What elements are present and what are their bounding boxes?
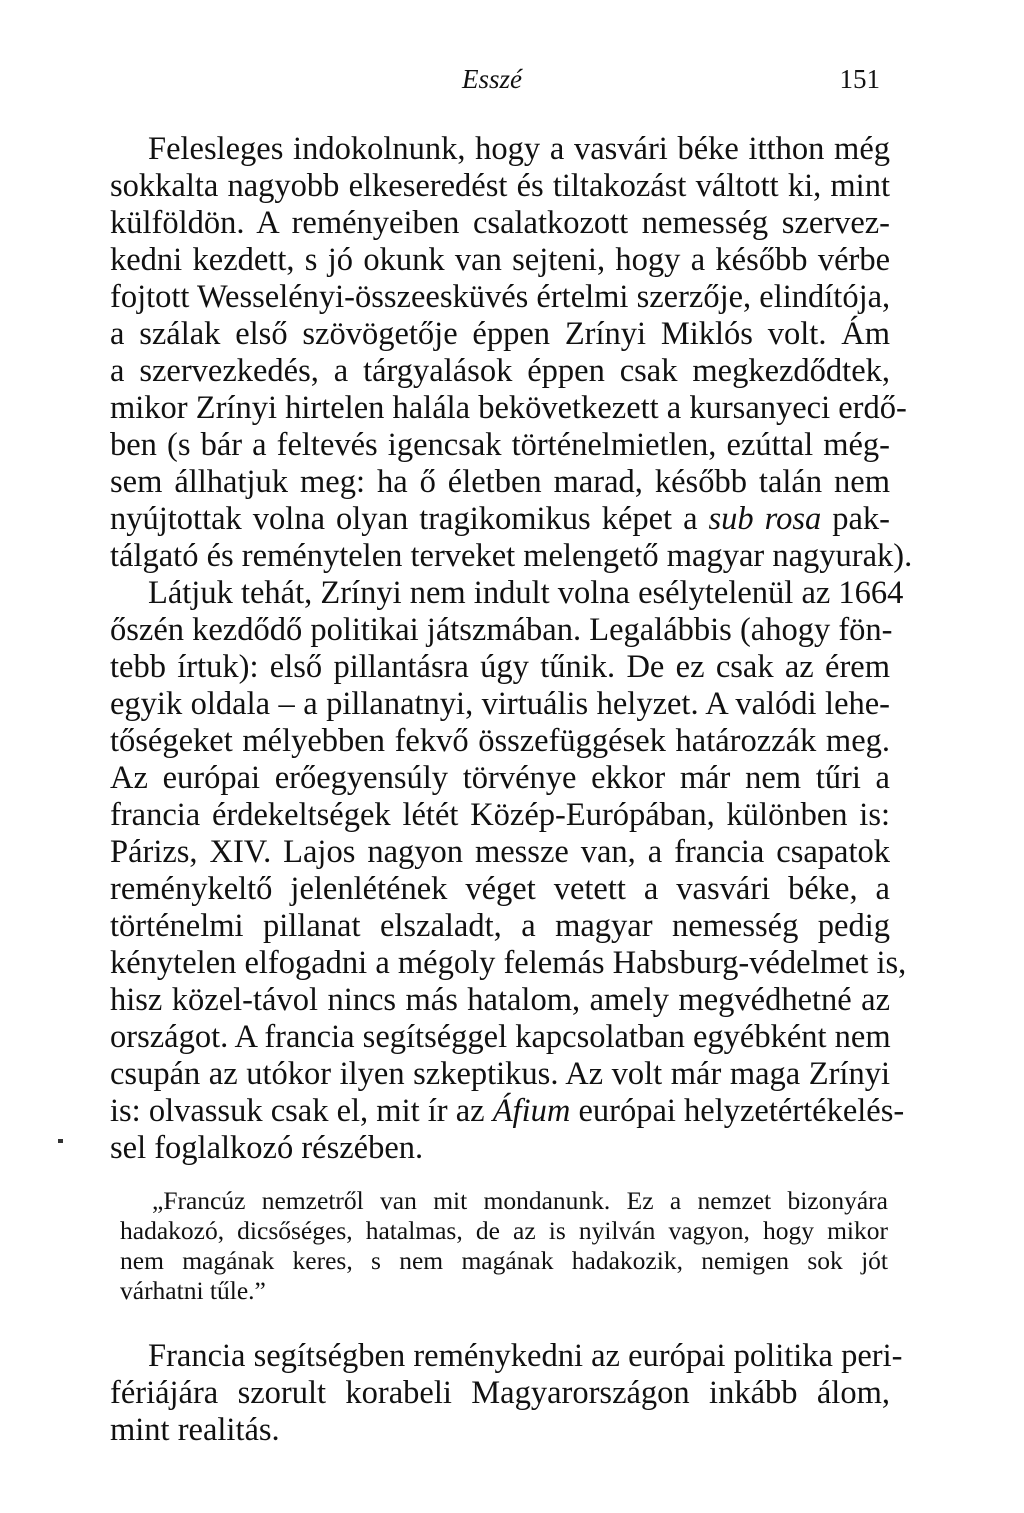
quote-line: hadakozó, dicsőséges, hatalmas, de az is nyilván vagyon, hogy mikor: [120, 1216, 888, 1245]
page-header: [110, 64, 880, 104]
text-line: hisz közel-távol nincs más hatalom, amely megvédhetné az: [110, 982, 890, 1018]
text-line: Felesleges indokolnunk, hogy a vasvári béke itthon még: [148, 131, 890, 167]
text-line: tebb írtuk): első pillantásra úgy tűnik. De ez csak az érem: [110, 649, 890, 685]
text-segment: is: olvassuk csak el, mit ír az: [110, 1093, 493, 1129]
text-line: tőségeket mélyebben fekvő összefüggések határozzák meg.: [110, 723, 890, 759]
text-line: kedni kezdett, s jó okunk van sejteni, hogy a később vérbe: [110, 242, 890, 278]
text-line: a szervezkedés, a tárgyalások éppen csak megkezdődtek,: [110, 353, 890, 389]
text-line: fojtott Wesselényi-összeesküvés értelmi szerzője, elindítója,: [110, 279, 891, 315]
quote-line: várhatni tűle.”: [120, 1276, 266, 1305]
text-line: tálgató és reménytelen terveket melengető magyar nagyurak).: [110, 538, 913, 574]
text-segment: nyújtottak volna olyan tragikomikus képet a: [110, 501, 709, 537]
quote-line: „Francúz nemzetről van mit mondanunk. Ez a nemzet bizonyára: [152, 1186, 888, 1215]
text-line: Francia segítségben reménykedni az európai politika peri-: [148, 1338, 903, 1374]
text-line: mikor Zrínyi hirtelen halála bekövetkezett a kursanyeci erdő-: [110, 390, 907, 426]
text-line: mint realitás.: [110, 1412, 280, 1448]
text-line: kénytelen elfogadni a mégoly felemás Habsburg-védelmet is,: [110, 945, 907, 981]
text-line: ben (s bár a feltevés igencsak történelmietlen, ezúttal még-: [110, 427, 890, 463]
text-line: reménykeltő jelenlétének véget vetett a vasvári béke, a: [110, 871, 890, 907]
text-line: sokkalta nagyobb elkeseredést és tiltakozást váltott ki, mint: [110, 168, 890, 204]
quote-line: nem magának keres, s nem magának hadakozik, nemigen sok jót: [120, 1246, 888, 1275]
text-line: francia érdekeltségek létét Közép-Európában, különben is:: [110, 797, 890, 833]
italic-phrase: sub rosa: [708, 501, 822, 537]
text-line: külföldön. A reményeiben csalatkozott nemesség szervez-: [110, 205, 890, 241]
text-line: történelmi pillanat elszaladt, a magyar nemesség pedig: [110, 908, 890, 944]
text-segment: európai helyzetértékelés-: [570, 1093, 905, 1129]
text-line: egyik oldala – a pillanatnyi, virtuális helyzet. A valódi lehe-: [110, 686, 890, 722]
text-line: csupán az utókor ilyen szkeptikus. Az volt már maga Zrínyi: [110, 1056, 890, 1092]
text-line: a szálak első szövögetője éppen Zrínyi Miklós volt. Ám: [110, 316, 890, 352]
text-line: sel foglalkozó részében.: [110, 1130, 424, 1166]
text-line: őszén kezdődő politikai játszmában. Legalábbis (ahogy fön-: [110, 612, 893, 648]
text-line: országot. A francia segítséggel kapcsolatban egyébként nem: [110, 1019, 891, 1055]
page-number: 151: [839, 64, 880, 94]
text-line: sem állhatjuk meg: ha ő életben marad, később talán nem: [110, 464, 890, 500]
italic-title: Áfium: [492, 1093, 571, 1129]
text-line: fériájára szorult korabeli Magyarországon inkább álom,: [110, 1375, 890, 1411]
text-line: [110, 1093, 905, 1129]
text-line: Az európai erőegyensúly törvénye ekkor már nem tűri a: [110, 760, 890, 796]
running-title: Esszé: [462, 64, 522, 94]
text-line: [110, 501, 890, 537]
text-segment: pak-: [821, 501, 890, 537]
margin-mark: [58, 1139, 63, 1143]
text-line: Párizs, XIV. Lajos nagyon messze van, a francia csapatok: [110, 834, 890, 870]
text-line: Látjuk tehát, Zrínyi nem indult volna esélytelenül az 1664: [148, 575, 904, 611]
